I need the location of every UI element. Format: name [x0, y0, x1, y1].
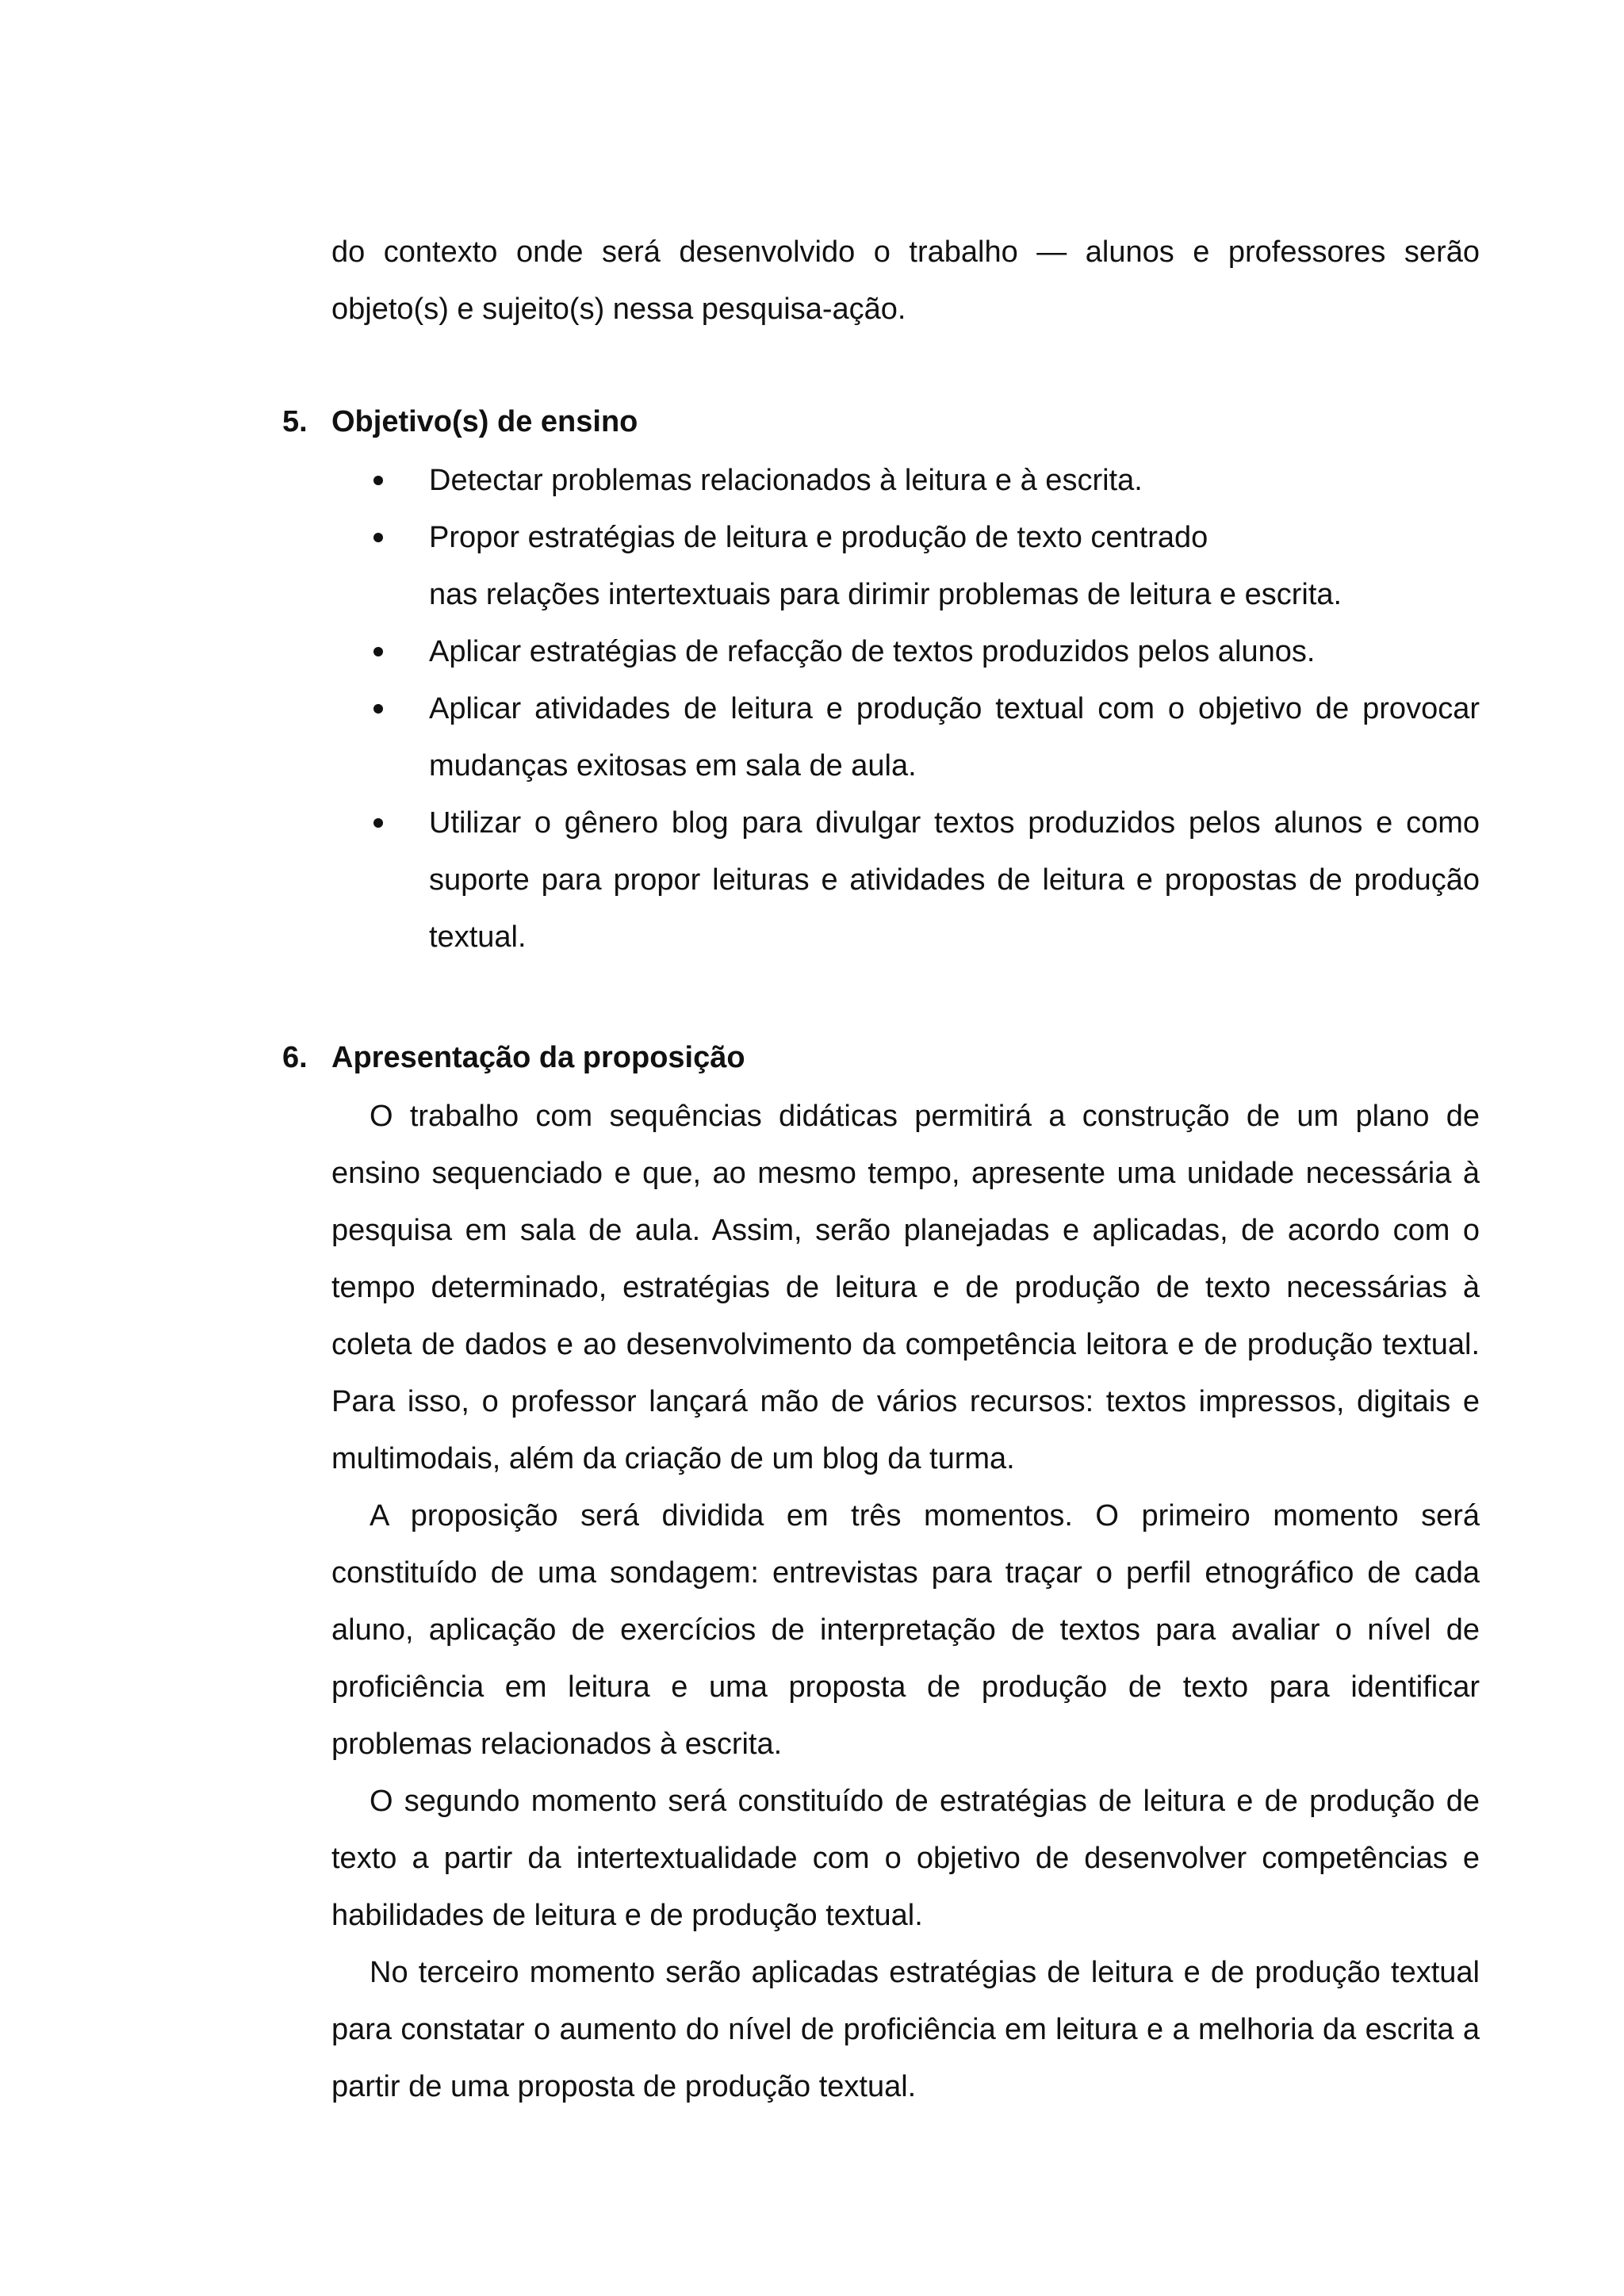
objective-item-1: [429, 452, 1480, 509]
objective-text-2-line-1: Propor estratégias de leitura e produção de texto centrado: [429, 521, 1208, 554]
objective-text-2-line-2: nas relações intertextuais para dirimir problemas de leitura e escrita.: [429, 578, 1342, 611]
objective-text-5: Utilizar o gênero blog para divulgar textos produzidos pelos alunos e como suporte para propor leituras e atividades de leitura e propostas de produção textual.: [429, 806, 1480, 954]
proposition-paragraph-3: O segundo momento será constituído de estratégias de leitura e de produção de texto a partir da intertextualidade com o objetivo de desenvolver competências e habilidades de leitura e de produção textual.: [331, 1785, 1480, 1932]
bullet-dot-icon: [373, 533, 383, 542]
objective-item-4: [429, 680, 1480, 794]
section-6-heading: [282, 1029, 745, 1086]
objective-text-1: Detectar problemas relacionados à leitura e à escrita.: [429, 464, 1143, 497]
proposition-body: [331, 1088, 1480, 2115]
intro-paragraph-block: [331, 224, 1480, 338]
bullet-dot-icon: [373, 647, 383, 656]
section-6-number: 6.: [282, 1041, 308, 1074]
objective-item-5: [429, 794, 1480, 966]
bullet-dot-icon: [373, 818, 383, 828]
objectives-list: [429, 452, 1480, 966]
intro-paragraph: do contexto onde será desenvolvido o trabalho — alunos e professores serão objeto(s) e sujeito(s) nessa pesquisa-ação.: [331, 235, 1480, 326]
proposition-paragraph-1: O trabalho com sequências didáticas permitirá a construção de um plano de ensino sequenciado e que, ao mesmo tempo, apresente uma unidade necessária à pesquisa em sala de aula. Assim, serão planejadas e aplicadas, de acordo com o tempo determinado, estratégias de leitura e de produção de texto necessárias à coleta de dados e ao desenvolvimento da competência leitora e de produção textual. Para isso, o professor lançará mão de vários recursos: textos impressos, digitais e multimodais, além da criação de um blog da turma.: [331, 1100, 1480, 1475]
objective-text-3: Aplicar estratégias de refacção de textos produzidos pelos alunos.: [429, 635, 1316, 668]
objective-text-4: Aplicar atividades de leitura e produção textual com o objetivo de provocar mudanças exitosas em sala de aula.: [429, 692, 1480, 783]
bullet-dot-icon: [373, 704, 383, 714]
proposition-paragraph-2: A proposição será dividida em três momentos. O primeiro momento será constituído de uma sondagem: entrevistas para traçar o perfil etnográfico de cada aluno, aplicação de exercícios de interpretação de textos para avaliar o nível de proficiência em leitura e uma proposta de produção de texto para identificar problemas relacionados à escrita.: [331, 1499, 1480, 1761]
section-5-title: Objetivo(s) de ensino: [331, 405, 638, 438]
objective-item-2: [429, 509, 1480, 623]
section-5-number: 5.: [282, 405, 308, 438]
section-6-title: Apresentação da proposição: [331, 1041, 745, 1074]
proposition-paragraph-4: No terceiro momento serão aplicadas estratégias de leitura e de produção textual para constatar o aumento do nível de proficiência em leitura e a melhoria da escrita a partir de uma proposta de produção textual.: [331, 1956, 1480, 2103]
bullet-dot-icon: [373, 476, 383, 485]
section-5-heading: [282, 393, 638, 450]
objective-item-3: [429, 623, 1480, 680]
